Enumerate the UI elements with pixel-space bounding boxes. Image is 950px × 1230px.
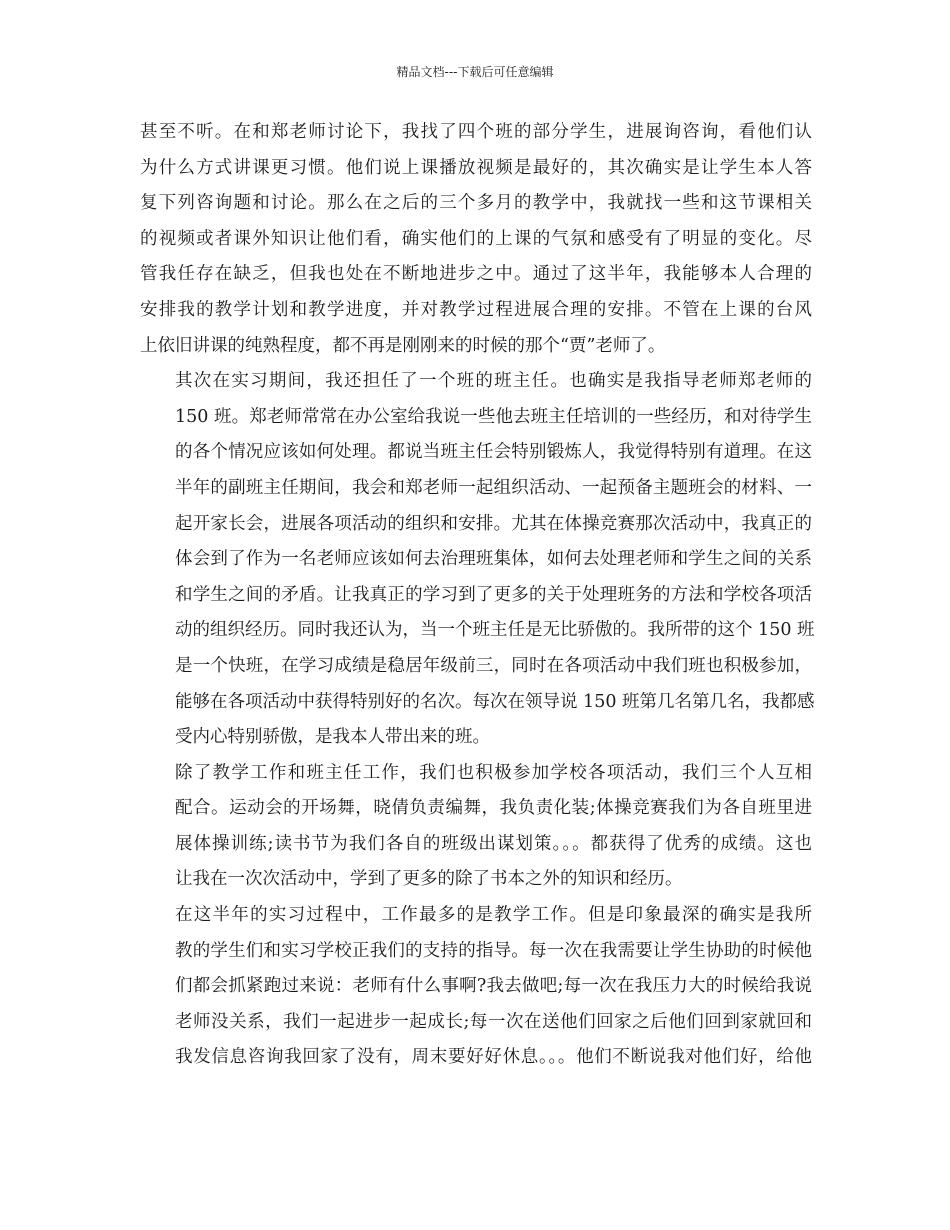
text-line: 能够在各项活动中获得特别好的名次。每次在领导说 150 班第几名第几名，我都感 (175, 691, 815, 712)
text-line: 起开家长会，进展各项活动的组织和安排。尤其在体操竞赛那次活动中，我真正的 (175, 513, 812, 534)
text-line: 受内心特别骄傲，是我本人带出来的班。 (175, 727, 490, 748)
text-line: 安排我的教学计划和教学进度，并对教学过程进展合理的安排。不管在上课的台风 (140, 299, 812, 320)
text-line: 让我在一次次活动中，学到了更多的除了书本之外的知识和经历。 (175, 869, 683, 890)
text-line: 甚至不听。在和郑老师讨论下，我找了四个班的部分学生，进展询咨询，看他们认 (140, 122, 812, 142)
text-line: 老师没关系，我们一起进步一起成长;每一次在送他们回家之后他们回到家就回和 (175, 1011, 812, 1032)
text-line: 们都会抓紧跑过来说：老师有什么事啊?我去做吧;每一次在我压力大的时候给我说 (175, 976, 812, 997)
text-line: 配合。运动会的开场舞，晓倩负责编舞，我负责化装;体操竞赛我们为各自班里进 (175, 798, 812, 819)
text-line: 在这半年的实习过程中，工作最多的是教学工作。但是印象最深的确实是我所 (175, 905, 812, 926)
text-line: 为什么方式讲课更习惯。他们说上课播放视频是最好的，其次确实是让学生本人答 (140, 157, 812, 178)
text-line: 和学生之间的矛盾。让我真正的学习到了更多的关于处理班务的方法和学校各项活 (175, 584, 812, 605)
text-line: 体会到了作为一名老师应该如何去治理班集体，如何去处理老师和学生之间的关系 (175, 549, 812, 570)
paragraph-1 (140, 115, 812, 364)
text-line: 150 班。郑老师常常在办公室给我说一些他去班主任培训的一些经历，和对待学生 (175, 406, 812, 427)
text-line: 动的组织经历。同时我还认为，当一个班主任是无比骄傲的。我所带的这个 150 班 (175, 620, 815, 641)
paragraph-3 (140, 756, 812, 898)
paragraph-4 (140, 898, 812, 1076)
text-line: 是一个快班，在学习成绩是稳居年级前三，同时在各项活动中我们班也积极参加， (175, 655, 812, 676)
paragraph-2 (140, 364, 815, 756)
text-line: 其次在实习期间，我还担任了一个班的班主任。也确实是我指导老师郑老师的 (175, 371, 812, 392)
text-line: 上依旧讲课的纯熟程度，都不再是刚刚来的时候的那个“贾”老师了。 (140, 335, 666, 356)
text-line: 半年的副班主任期间，我会和郑老师一起组织活动、一起预备主题班会的材料、一 (175, 477, 812, 498)
page-header: 精品文档---下载后可任意编辑 (396, 65, 554, 79)
document-body (140, 115, 815, 1076)
text-line: 管我任存在缺乏，但我也处在不断地进步之中。通过了这半年，我能够本人合理的 (140, 264, 812, 285)
text-line: 复下列咨询题和讨论。那么在之后的三个多月的教学中，我就找一些和这节课相关 (140, 193, 812, 214)
text-line: 的各个情况应该如何处理。都说当班主任会特别锻炼人，我觉得特别有道理。在这 (175, 442, 812, 463)
text-line: 教的学生们和实习学校正我们的支持的指导。每一次在我需要让学生协助的时候他 (175, 940, 812, 961)
text-line: 我发信息咨询我回家了没有，周末要好好休息。。。他们不断说我对他们好，给他 (175, 1047, 812, 1068)
text-line: 展体操训练;读书节为我们各自的班级出谋划策。。。都获得了优秀的成绩。这也 (175, 833, 812, 854)
text-line: 的视频或者课外知识让他们看，确实他们的上课的气氛和感受有了明显的变化。尽 (140, 228, 812, 249)
text-line: 除了教学工作和班主任工作，我们也积极参加学校各项活动，我们三个人互相 (175, 762, 812, 783)
